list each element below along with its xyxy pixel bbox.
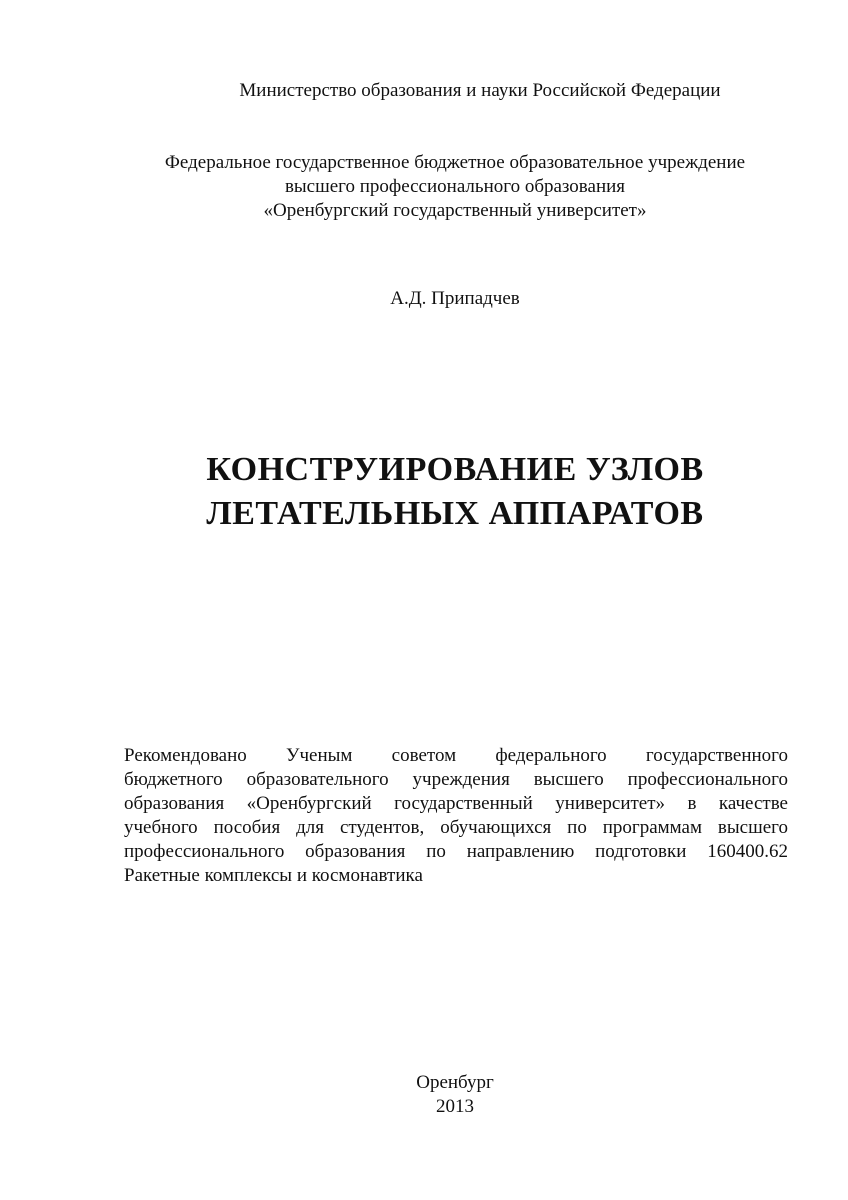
publication-year: 2013 [436, 1096, 474, 1117]
recommendation-line: Рекомендовано Ученым советом федерального государственного [124, 745, 788, 766]
institution-line-2: высшего профессионального образования [284, 176, 626, 197]
recommendation-line: Ракетные комплексы и космонавтика [124, 865, 423, 886]
recommendation-paragraph [124, 744, 788, 888]
book-title-line-2: ЛЕТАТЕЛЬНЫХ АППАРАТОВ [206, 495, 704, 532]
institution-line-1: Федеральное государственное бюджетное образовательное учреждение [164, 152, 746, 173]
institution-line-3: «Оренбургский государственный университет» [263, 200, 647, 221]
recommendation-line: учебного пособия для студентов, обучающихся по программам высшего [124, 817, 788, 838]
book-title-line-1: КОНСТРУИРОВАНИЕ УЗЛОВ [206, 451, 704, 488]
author-name: А.Д. Припадчев [390, 288, 520, 309]
recommendation-line: бюджетного образовательного учреждения высшего профессионального [124, 769, 788, 790]
ministry-name: Министерство образования и науки Российской Федерации [239, 80, 721, 101]
publication-city: Оренбург [416, 1072, 494, 1093]
recommendation-line: профессионального образования по направлению подготовки 160400.62 [124, 841, 788, 862]
recommendation-line: образования «Оренбургский государственный университет» в качестве [124, 793, 788, 814]
